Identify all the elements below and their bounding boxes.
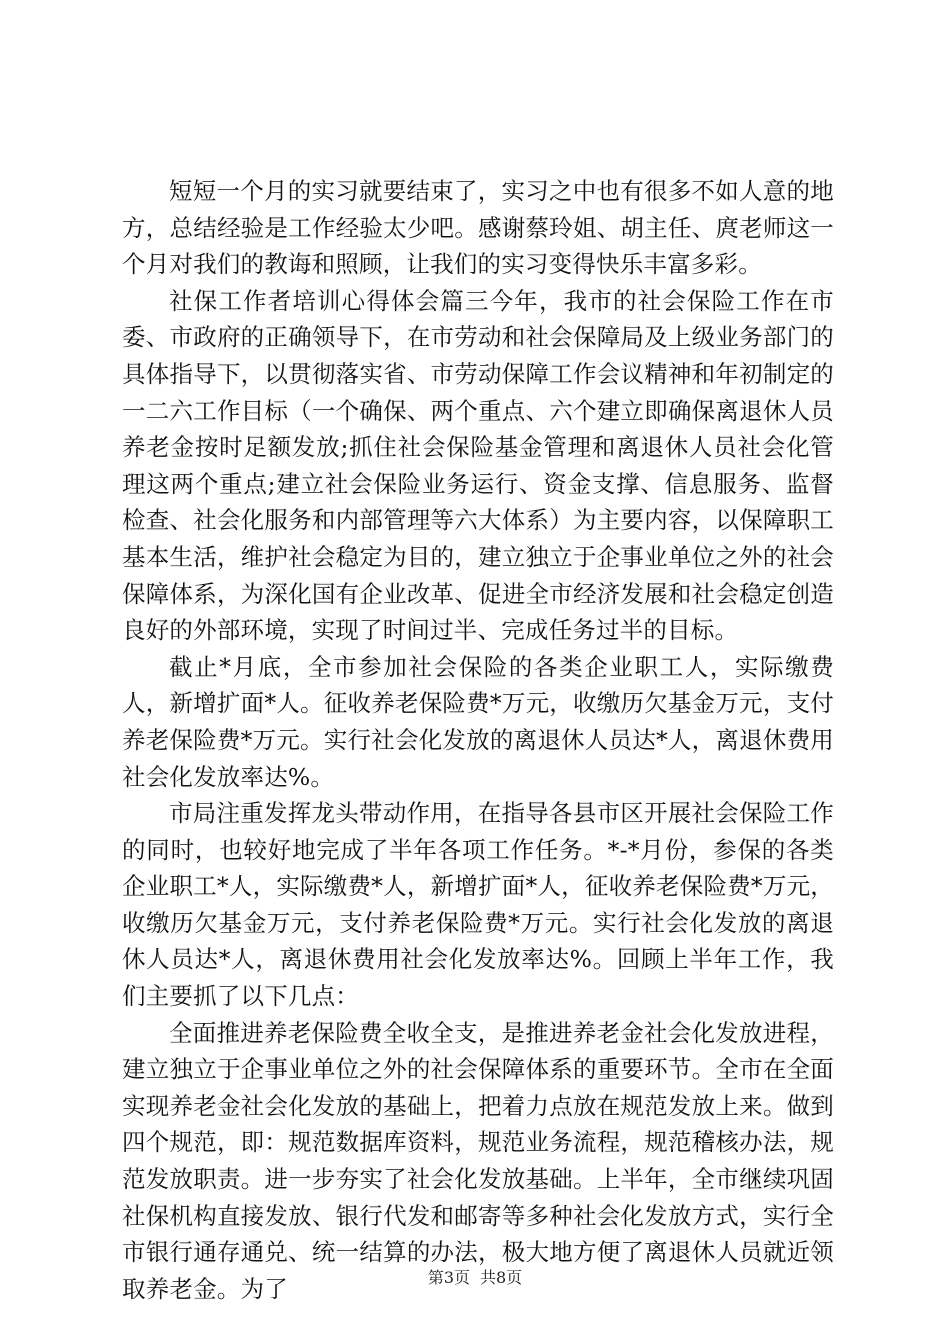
paragraph-pension-reform: 全面推进养老保险费全收全支，是推进养老金社会化发放进程，建立独立于企事业单位之外的社会保障体系的重要环节。全市在全面实现养老金社会化发放的基础上，把着力点放在规范发放上来。做到四个规范，即：规范数据库资料，规范业务流程，规范稽核办法，规范发放职责。进一步夯实了社会化发放基础。上半年，全市继续巩固社保机构直接发放、银行代发和邮寄等多种社会化发放方式，实行全市银行通存通兑、统一结算的办法，极大地方便了离退休人员就近领取养老金。为了 (122, 1018, 834, 1303)
page-footer (0, 1268, 950, 1288)
paragraph-internship-summary: 短短一个月的实习就要结束了，实习之中也有很多不如人意的地方，总结经验是工作经验太少吧。感谢蔡玲姐、胡主任、庹老师这一个月对我们的教诲和照顾，让我们的实习变得快乐丰富多彩。 (122, 177, 834, 279)
paragraph-month-end-stats: 截止*月底，全市参加社会保险的各类企业职工人，实际缴费人，新增扩面*人。征收养老保险费*万元，收缴历欠基金万元，支付养老保险费*万元。实行社会化发放的离退休人员达*人，离退休费用社会化发放率达%。 (122, 652, 834, 791)
page-number: 第3页 (427, 1268, 470, 1287)
page-total: 共8页 (480, 1268, 523, 1287)
body-text (122, 173, 834, 1307)
paragraph-city-bureau: 市局注重发挥龙头带动作用，在指导各县市区开展社会保险工作的同时，也较好地完成了半年各项工作任务。*-*月份，参保的各类企业职工*人，实际缴费*人，新增扩面*人，征收养老保险费*万元，收缴历欠基金万元，支付养老保险费*万元。实行社会化发放的离退休人员达*人，离退休费用社会化发放率达%。回顾上半年工作，我们主要抓了以下几点： (122, 799, 834, 1011)
paragraph-training-intro: 社保工作者培训心得体会篇三今年，我市的社会保险工作在市委、市政府的正确领导下，在市劳动和社会保障局及上级业务部门的具体指导下，以贯彻落实省、市劳动保障工作会议精神和年初制定的一二六工作目标（一个确保、两个重点、六个建立即确保离退休人员养老金按时足额发放;抓住社会保险基金管理和离退休人员社会化管理这两个重点;建立社会保险业务运行、资金支撑、信息服务、监督检查、社会化服务和内部管理等六大体系）为主要内容，以保障职工基本生活，维护社会稳定为目的，建立独立于企事业单位之外的社会保障体系，为深化国有企业改革、促进全市经济发展和社会稳定创造良好的外部环境，实现了时间过半、完成任务过半的目标。 (122, 286, 834, 645)
